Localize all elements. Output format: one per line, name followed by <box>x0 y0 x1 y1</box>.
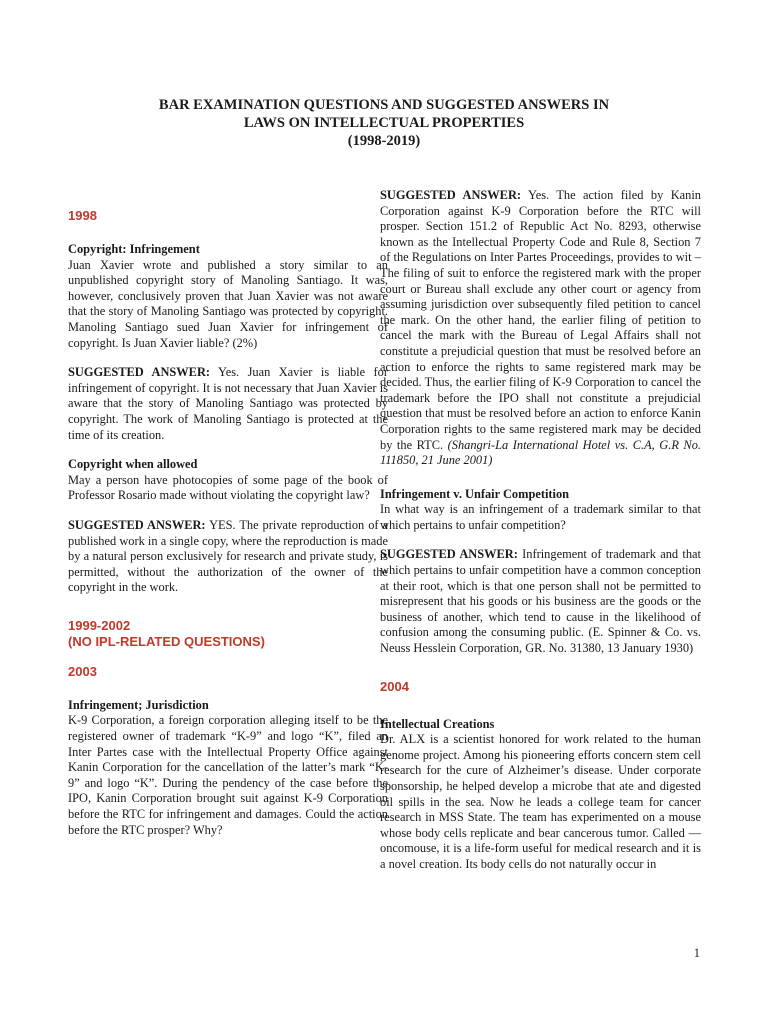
title-line-2: LAWS ON INTELLECTUAL PROPERTIES <box>243 115 525 131</box>
heading-copyright-infringement: Copyright: Infringement <box>68 242 200 256</box>
heading-unfair-competition: Infringement v. Unfair Competition <box>380 486 570 501</box>
suggested-answer-text: Yes. The action filed by Kanin Corporation against K-9 Corporation before the RTC will prosper. Section 151.2 of Republic Act No. 8293, otherwise known as the Intellectual Property Code and Rule 8, Section 7 of the Regulations on Inter Partes Proceedings, provides to wit –The filing of suit to enforce the registered mark with the proper court or Bureau shall exclude any other court or agency from assuming jurisdiction over subsequently filed petition to cancel the mark. On the other hand, the earlier filing of petition to cancel the mark with the Bureau of Legal Affairs shall not constitute a prejudicial question that must be resolved before an action to enforce the rights to same registered mark may be decided. Thus, the earlier filing of K-9 Corporation to cancel the trademark before the IPO shall not constitute a prejudicial question that must be resolved before an action to enforce Kanin Corporation rights to the same registered mark may be decided by the RTC. <box>380 188 701 452</box>
suggested-answer-label: SUGGESTED ANSWER: <box>380 547 518 562</box>
year-2003: 2003 <box>68 663 97 679</box>
suggested-answer-3 <box>380 188 701 469</box>
question-unfair-competition: In what way is an infringement of a trademark similar to that which pertains to unfair competition? <box>380 502 701 532</box>
suggested-answer-4 <box>380 547 701 656</box>
suggested-answer-label: SUGGESTED ANSWER: <box>68 365 211 380</box>
question-infringement-jurisdiction: K-9 Corporation, a foreign corporation alleging itself to be the registered owner of trademark “K-9” and logo “K”, filed an Inter Partes case with the Intellectual Property Office against Kanin Corporation for the cancellation of the latter’s mark “K-9” and logo “K”. During the pendency of the case before the IPO, Kanin Corporation brought suit against K-9 Corporation before the RTC for infringement and damages. Could the action before the RTC prosper? Why? <box>68 713 388 837</box>
question-intellectual-creations: Dr. ALX is a scientist honored for work related to the human genome project. Among his pioneering efforts concern stem cell research for the cure of Alzheimer’s disease. Under corporate sponsorship, he helped develop a microbe that ate and digested oil spills in the sea. Now he leads a college team for cancer research in MSS State. The team has experimented on a mouse whose body cells replicate and bear cancerous tumor. Called —oncomouse, it is a life-form useful for medical research and it is a novel creation. Its body cells do not naturally occur in <box>380 732 701 871</box>
question-copyright-infringement: Juan Xavier wrote and published a story similar to an unpublished copyright story of Manoling Santiago. It was, however, conclusively proven that Juan Xavier was not aware that the story of Manoling Santiago was protected by copyright. Manoling Santiago sued Juan Xavier for infringement of copyright. Is Juan Xavier liable? (2%) <box>68 257 388 350</box>
page-title <box>0 96 768 150</box>
suggested-answer-text: Infringement of trademark and that which pertains to unfair competition have a common conception at their root, which is that one person shall not be permitted to misrepresent that his goods or his business are the goods or the business of another, which tend to cause in the likelihood of confusion among the consuming public. (E. Spinner & Co. vs. Neuss Hesslein Corporation, GR. No. 31380, 13 January 1930) <box>380 547 701 656</box>
title-line-3: (1998-2019) <box>347 133 421 149</box>
no-ipl-questions: (NO IPL-RELATED QUESTIONS) <box>68 633 265 649</box>
heading-intellectual-creations: Intellectual Creations <box>380 716 495 731</box>
suggested-answer-text: YES. The private reproduction of a published work in a single copy, where the reproduction is made by a natural person exclusively for research and private study, is permitted, without the authorization of the owner of the copyright in the work. <box>68 517 389 595</box>
title-line-1: BAR EXAMINATION QUESTIONS AND SUGGESTED ANSWERS IN <box>158 97 610 113</box>
right-column <box>380 188 701 873</box>
heading-copyright-allowed: Copyright when allowed <box>68 457 198 472</box>
page-number: 1 <box>693 946 700 960</box>
heading-infringement-jurisdiction: Infringement; Jurisdiction <box>68 697 209 712</box>
year-1998: 1998 <box>68 208 97 223</box>
left-column <box>68 188 388 838</box>
question-copyright-allowed: May a person have photocopies of some page of the book of Professor Rosario made without violating the copyright law? <box>68 472 388 503</box>
year-1999-2002: 1999-2002 <box>68 617 131 633</box>
year-2004: 2004 <box>380 678 409 694</box>
suggested-answer-2 <box>68 518 388 596</box>
suggested-answer-1 <box>68 365 388 443</box>
suggested-answer-label: SUGGESTED ANSWER: <box>68 517 206 532</box>
suggested-answer-text: Yes. Juan Xavier is liable for infringement of copyright. It is not necessary that Juan Xavier is aware that the story of Manoling Santiago was protected by copyright. The work of Manoling Santiago is protected at the time of its creation. <box>68 365 388 442</box>
suggested-answer-label: SUGGESTED ANSWER: <box>380 188 522 202</box>
citation-shangri-la: (Shangri-La International Hotel vs. C.A, G.R No. 111850, 21 June 2001) <box>380 437 701 468</box>
